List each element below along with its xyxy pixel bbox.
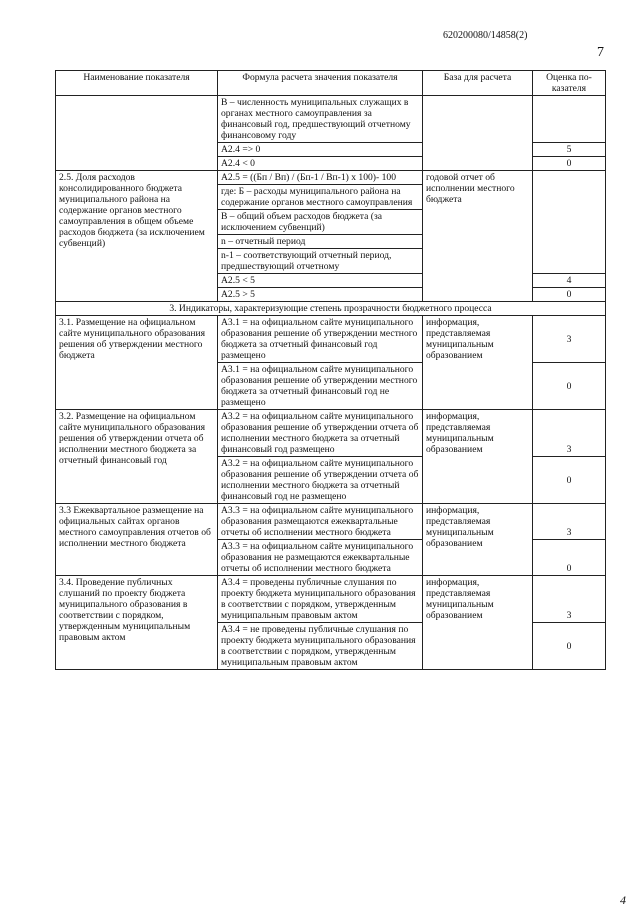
table-row bbox=[56, 576, 606, 623]
formula-cell: А2.4 => 0 bbox=[218, 143, 423, 157]
section-title: 3. Индикаторы, характеризующие степень прозрачности бюджетного процесса bbox=[56, 302, 606, 316]
table-row bbox=[56, 410, 606, 457]
header-base: База для расчета bbox=[423, 71, 533, 96]
score-cell: 0 bbox=[533, 457, 606, 504]
indicators-table bbox=[55, 70, 606, 670]
table-row bbox=[56, 171, 606, 185]
formula-cell: А3.2 = на официальном сайте муниципального образования решение об утверждении отчета об исполнении местного бюджета за отчетный финансовый год не размещено bbox=[218, 457, 423, 504]
indicator-name: 3.4. Проведение публичных слушаний по проекту бюджета муниципального образования в соответствии с порядком, утвержденным муниципальным правовым актом bbox=[56, 576, 218, 670]
table-row bbox=[56, 96, 606, 143]
score-cell: 0 bbox=[533, 363, 606, 410]
score-cell bbox=[533, 171, 606, 274]
formula-cell: где: Б – расходы муниципального района на содержание органов местного самоуправления bbox=[218, 185, 423, 210]
header-name: Наименование показателя bbox=[56, 71, 218, 96]
indicator-name: 2.5. Доля расходов консолидированного бюджета муниципального района на содержание органов местного самоуправления в общем объеме расходов бюджета (за исключением субвенций) bbox=[56, 171, 218, 302]
indicator-name: 3.3 Ежеквартальное размещение на официальных сайтах органов местного самоуправления отчетов об исполнении местного бюджета bbox=[56, 504, 218, 576]
score-cell: 0 bbox=[533, 288, 606, 302]
base-cell: информация, представляемая муниципальным образованием bbox=[423, 504, 533, 576]
handwritten-mark: 4 bbox=[620, 893, 626, 907]
formula-cell: А2.5 > 5 bbox=[218, 288, 423, 302]
formula-cell: А3.1 = на официальном сайте муниципального образования решение об утверждении местного бюджета за отчетный финансовый год не размещено bbox=[218, 363, 423, 410]
section-row bbox=[56, 302, 606, 316]
formula-cell: А3.2 = на официальном сайте муниципального образования решение об утверждении отчета об исполнении местного бюджета за отчетный финансовый год размещено bbox=[218, 410, 423, 457]
score-cell: 5 bbox=[533, 143, 606, 157]
header-score: Оценка по-казателя bbox=[533, 71, 606, 96]
document-number: 620200080/14858(2) bbox=[443, 30, 528, 41]
indicator-name: 3.1. Размещение на официальном сайте муниципального образования решения об утверждении местного бюджета bbox=[56, 316, 218, 410]
formula-cell: А3.4 = проведены публичные слушания по проекту бюджета муниципального образования в соответствии с порядком, утвержденным муниципальным правовым актом bbox=[218, 576, 423, 623]
score-cell: 3 bbox=[533, 316, 606, 363]
cell-empty bbox=[56, 96, 218, 171]
table-header-row bbox=[56, 71, 606, 96]
formula-cell: n – отчетный период bbox=[218, 235, 423, 249]
score-cell: 0 bbox=[533, 540, 606, 576]
formula-cell: В – численность муниципальных служащих в органах местного самоуправления за финансовый год, предшествующий отчетному финансовому году bbox=[218, 96, 423, 143]
formula-cell: n-1 – соответствующий отчетный период, предшествующий отчетному bbox=[218, 249, 423, 274]
header-formula: Формула расчета значения показателя bbox=[218, 71, 423, 96]
score-cell: 3 bbox=[533, 504, 606, 540]
score-cell: 3 bbox=[533, 576, 606, 623]
score-cell: 3 bbox=[533, 410, 606, 457]
base-cell: информация, представляемая муниципальным образованием bbox=[423, 410, 533, 504]
formula-cell: А2.5 < 5 bbox=[218, 274, 423, 288]
page-number: 7 bbox=[597, 45, 604, 60]
base-cell: информация, представляемая муниципальным образованием bbox=[423, 316, 533, 410]
formula-cell: В – общий объем расходов бюджета (за исключением субвенций) bbox=[218, 210, 423, 235]
table-row bbox=[56, 316, 606, 363]
table-row bbox=[56, 504, 606, 540]
indicator-name: 3.2. Размещение на официальном сайте муниципального образования решения об утверждении отчета об исполнении местного бюджета за отчетный финансовый год bbox=[56, 410, 218, 504]
score-cell: 0 bbox=[533, 623, 606, 670]
formula-cell: А3.4 = не проведены публичные слушания по проекту бюджета муниципального образования в соответствии с порядком, утвержденным муниципальным правовым актом bbox=[218, 623, 423, 670]
formula-cell: А2.5 = ((Бп / Вп) / (Бп-1 / Вп-1) х 100)- 100 bbox=[218, 171, 423, 185]
formula-cell: А3.1 = на официальном сайте муниципального образования решение об утверждении местного бюджета за отчетный финансовый год размещено bbox=[218, 316, 423, 363]
cell-empty bbox=[423, 96, 533, 171]
formula-cell: А3.3 = на официальном сайте муниципального образования размещаются ежеквартальные отчеты об исполнении местного бюджета bbox=[218, 504, 423, 540]
formula-cell: А3.3 = на официальном сайте муниципального образования не размещаются ежеквартальные отчеты об исполнении местного бюджета bbox=[218, 540, 423, 576]
score-cell: 4 bbox=[533, 274, 606, 288]
base-cell: информация, представляемая муниципальным образованием bbox=[423, 576, 533, 670]
base-cell: годовой отчет об исполнении местного бюджета bbox=[423, 171, 533, 302]
score-cell: 0 bbox=[533, 157, 606, 171]
score-cell bbox=[533, 96, 606, 143]
formula-cell: А2.4 < 0 bbox=[218, 157, 423, 171]
